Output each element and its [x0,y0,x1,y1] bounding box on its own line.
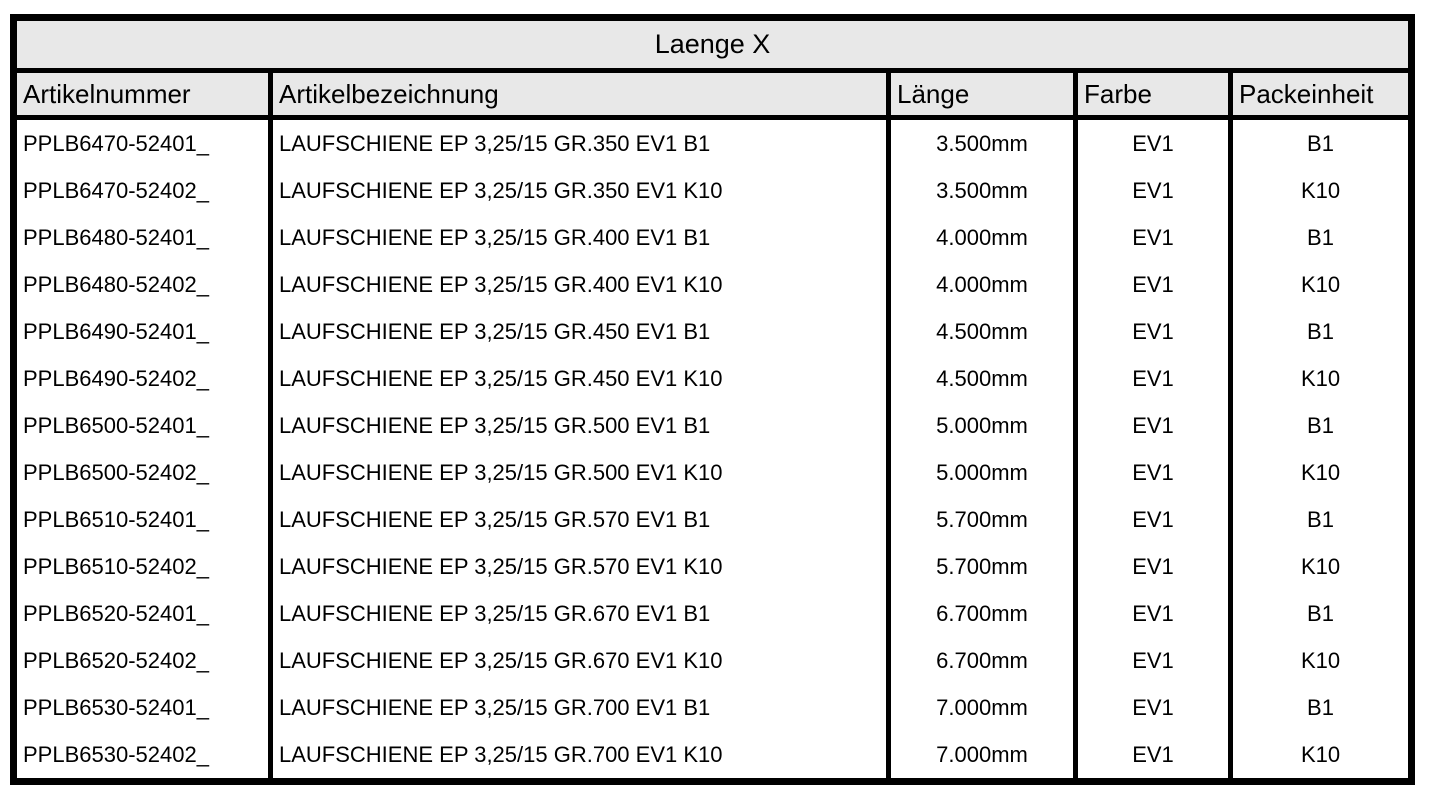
table-row [14,731,1412,782]
table-row [14,449,1412,496]
cell-artikelnummer: PPLB6490-52401_ [14,308,271,355]
cell-packeinheit: B1 [1231,402,1412,449]
cell-artikelnummer: PPLB6520-52402_ [14,637,271,684]
cell-farbe: EV1 [1076,355,1231,402]
cell-farbe: EV1 [1076,402,1231,449]
table-title: Laenge X [14,18,1412,71]
cell-laenge: 6.700mm [889,590,1076,637]
table-title-row [14,18,1412,71]
cell-packeinheit: K10 [1231,261,1412,308]
cell-farbe: EV1 [1076,590,1231,637]
cell-laenge: 3.500mm [889,167,1076,214]
cell-packeinheit: K10 [1231,355,1412,402]
cell-artikelbezeichnung: LAUFSCHIENE EP 3,25/15 GR.450 EV1 B1 [271,308,889,355]
cell-laenge: 5.700mm [889,496,1076,543]
cell-artikelbezeichnung: LAUFSCHIENE EP 3,25/15 GR.570 EV1 K10 [271,543,889,590]
cell-artikelnummer: PPLB6510-52402_ [14,543,271,590]
cell-packeinheit: B1 [1231,496,1412,543]
cell-artikelnummer: PPLB6530-52401_ [14,684,271,731]
cell-packeinheit: B1 [1231,684,1412,731]
cell-laenge: 6.700mm [889,637,1076,684]
cell-artikelbezeichnung: LAUFSCHIENE EP 3,25/15 GR.500 EV1 B1 [271,402,889,449]
cell-artikelnummer: PPLB6480-52401_ [14,214,271,261]
cell-packeinheit: K10 [1231,637,1412,684]
cell-artikelnummer: PPLB6510-52401_ [14,496,271,543]
cell-artikelbezeichnung: LAUFSCHIENE EP 3,25/15 GR.500 EV1 K10 [271,449,889,496]
cell-artikelnummer: PPLB6490-52402_ [14,355,271,402]
cell-artikelbezeichnung: LAUFSCHIENE EP 3,25/15 GR.400 EV1 B1 [271,214,889,261]
table-row [14,637,1412,684]
table-row [14,214,1412,261]
cell-farbe: EV1 [1076,637,1231,684]
cell-packeinheit: K10 [1231,449,1412,496]
cell-farbe: EV1 [1076,543,1231,590]
cell-farbe: EV1 [1076,167,1231,214]
column-header-laenge: Länge [889,71,1076,118]
cell-artikelbezeichnung: LAUFSCHIENE EP 3,25/15 GR.450 EV1 K10 [271,355,889,402]
table-row [14,261,1412,308]
cell-laenge: 4.500mm [889,308,1076,355]
column-header-packeinheit: Packeinheit [1231,71,1412,118]
table-row [14,355,1412,402]
cell-packeinheit: B1 [1231,308,1412,355]
cell-farbe: EV1 [1076,118,1231,168]
article-table [10,14,1415,785]
table-header-row [14,71,1412,118]
cell-artikelbezeichnung: LAUFSCHIENE EP 3,25/15 GR.350 EV1 K10 [271,167,889,214]
table-row [14,590,1412,637]
cell-artikelbezeichnung: LAUFSCHIENE EP 3,25/15 GR.700 EV1 B1 [271,684,889,731]
cell-artikelnummer: PPLB6470-52401_ [14,118,271,168]
cell-laenge: 5.000mm [889,449,1076,496]
cell-artikelbezeichnung: LAUFSCHIENE EP 3,25/15 GR.400 EV1 K10 [271,261,889,308]
cell-packeinheit: K10 [1231,167,1412,214]
cell-packeinheit: B1 [1231,118,1412,168]
cell-farbe: EV1 [1076,214,1231,261]
table-row [14,402,1412,449]
cell-artikelbezeichnung: LAUFSCHIENE EP 3,25/15 GR.350 EV1 B1 [271,118,889,168]
cell-artikelnummer: PPLB6530-52402_ [14,731,271,782]
cell-artikelnummer: PPLB6500-52402_ [14,449,271,496]
table-row [14,308,1412,355]
cell-packeinheit: K10 [1231,543,1412,590]
cell-laenge: 5.700mm [889,543,1076,590]
table-row [14,118,1412,168]
cell-laenge: 7.000mm [889,731,1076,782]
cell-artikelnummer: PPLB6480-52402_ [14,261,271,308]
table-row [14,543,1412,590]
table-row [14,684,1412,731]
cell-packeinheit: B1 [1231,590,1412,637]
column-header-artikelbezeichnung: Artikelbezeichnung [271,71,889,118]
cell-laenge: 3.500mm [889,118,1076,168]
table-row [14,496,1412,543]
cell-artikelbezeichnung: LAUFSCHIENE EP 3,25/15 GR.670 EV1 B1 [271,590,889,637]
cell-farbe: EV1 [1076,684,1231,731]
cell-laenge: 4.500mm [889,355,1076,402]
cell-artikelbezeichnung: LAUFSCHIENE EP 3,25/15 GR.670 EV1 K10 [271,637,889,684]
cell-farbe: EV1 [1076,731,1231,782]
cell-artikelbezeichnung: LAUFSCHIENE EP 3,25/15 GR.700 EV1 K10 [271,731,889,782]
cell-farbe: EV1 [1076,261,1231,308]
cell-laenge: 5.000mm [889,402,1076,449]
cell-artikelnummer: PPLB6500-52401_ [14,402,271,449]
cell-laenge: 4.000mm [889,214,1076,261]
cell-farbe: EV1 [1076,496,1231,543]
column-header-farbe: Farbe [1076,71,1231,118]
cell-packeinheit: B1 [1231,214,1412,261]
cell-farbe: EV1 [1076,449,1231,496]
column-header-artikelnummer: Artikelnummer [14,71,271,118]
cell-artikelbezeichnung: LAUFSCHIENE EP 3,25/15 GR.570 EV1 B1 [271,496,889,543]
cell-artikelnummer: PPLB6520-52401_ [14,590,271,637]
cell-artikelnummer: PPLB6470-52402_ [14,167,271,214]
cell-farbe: EV1 [1076,308,1231,355]
cell-laenge: 4.000mm [889,261,1076,308]
table-row [14,167,1412,214]
cell-laenge: 7.000mm [889,684,1076,731]
cell-packeinheit: K10 [1231,731,1412,782]
